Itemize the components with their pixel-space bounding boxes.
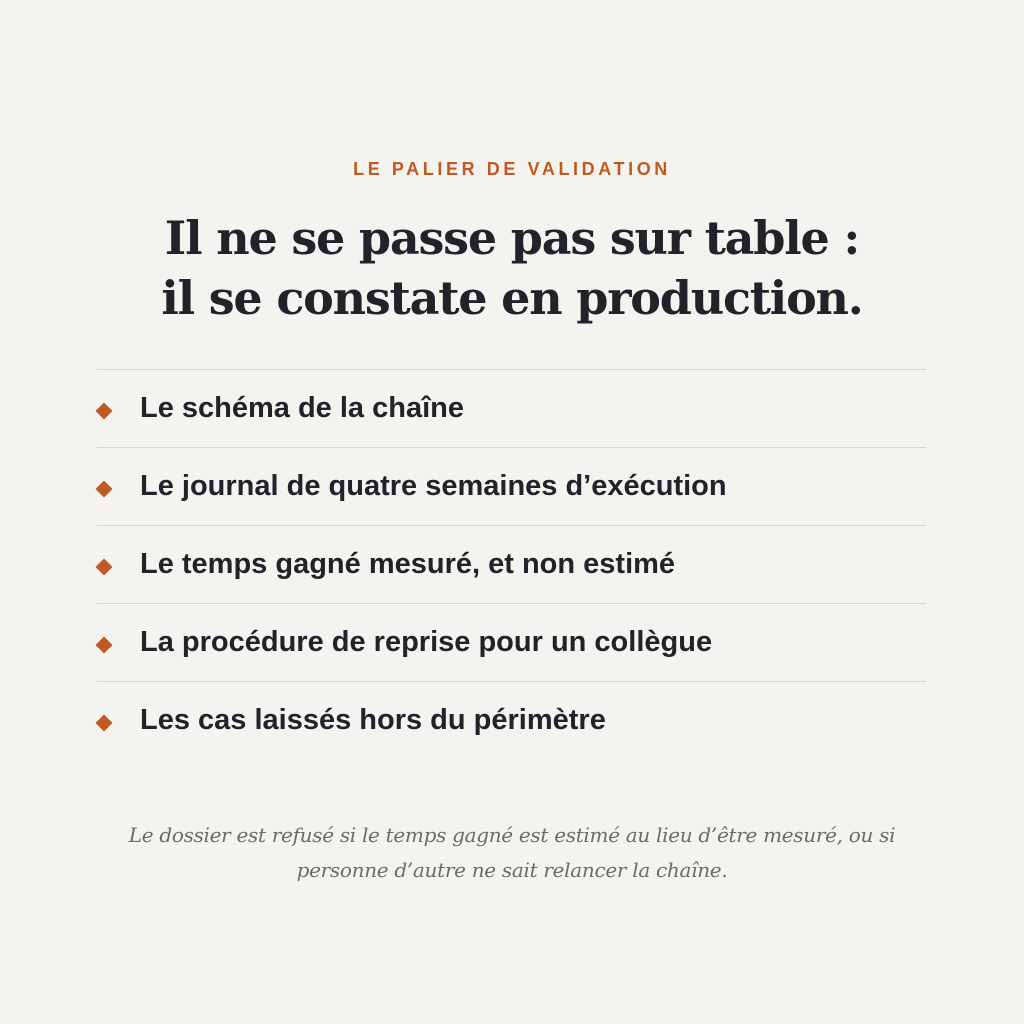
diamond-bullet-icon: [96, 480, 113, 497]
diamond-bullet-icon: [96, 636, 113, 653]
list-item-label: La procédure de reprise pour un collègue: [140, 626, 713, 658]
page-title: [0, 208, 1024, 328]
list-item: [97, 448, 926, 526]
diamond-bullet-icon: [96, 558, 113, 575]
list-item-label: Les cas laissés hors du périmètre: [140, 704, 606, 736]
footnote: Le dossier est refusé si le temps gagné est estimé au lieu d’être mesuré, ou si personne d’autre ne sait relancer la chaîne.: [128, 823, 896, 882]
list-item-label: Le schéma de la chaîne: [140, 392, 464, 424]
list-item: [97, 682, 926, 759]
diamond-bullet-icon: [96, 714, 113, 731]
page-title-line-1: Il ne se passe pas sur table :: [164, 211, 860, 265]
list-item: [97, 526, 926, 604]
list-item-label: Le journal de quatre semaines d’exécution: [140, 470, 727, 502]
section-eyebrow: LE PALIER DE VALIDATION: [353, 159, 671, 179]
diamond-bullet-icon: [96, 402, 113, 419]
list-item-label: Le temps gagné mesuré, et non estimé: [140, 548, 676, 580]
page-title-line-2: il se constate en production.: [161, 271, 863, 325]
requirements-list: [97, 369, 926, 759]
list-item: [97, 370, 926, 448]
list-item: [97, 604, 926, 682]
